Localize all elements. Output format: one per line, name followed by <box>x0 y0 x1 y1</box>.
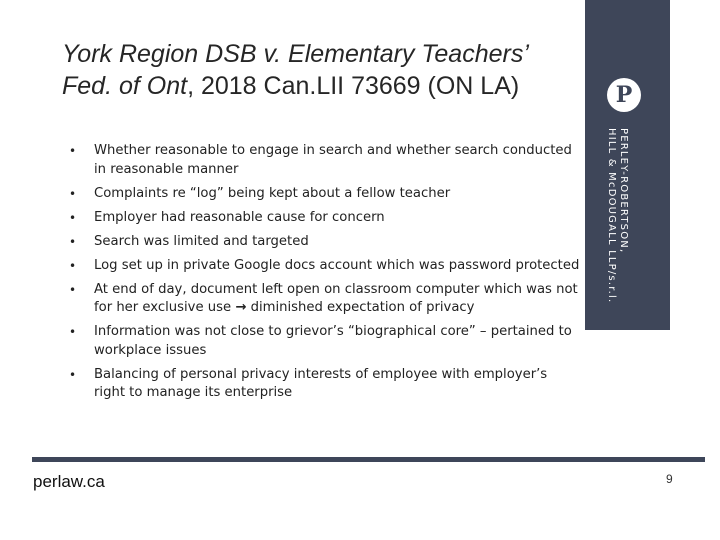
logo-sidebar <box>585 0 670 330</box>
bullet-text: Complaints re “log” being kept about a fellow teacher <box>94 185 451 201</box>
bullet-icon: • <box>69 234 77 249</box>
case-name: York Region DSB v. Elementary Teachers’ Fed. of Ont <box>62 40 528 100</box>
bullet-text: Employer had reasonable cause for concern <box>94 209 385 225</box>
bullet-icon: • <box>69 367 77 382</box>
slide-title <box>62 38 562 102</box>
bullet-icon: • <box>69 325 77 339</box>
bullet-text: Search was limited and targeted <box>94 233 309 249</box>
bullet-list <box>62 142 582 408</box>
firm-name-line2: HILL & McDOUGALL LLP/s.r.l. <box>606 128 617 304</box>
firm-name-line1: PERLEY-ROBERTSON, <box>618 128 629 254</box>
firm-name <box>605 128 629 303</box>
bullet-text: Balancing of personal privacy interests of employee with employer’s right to manage its enterprise <box>94 366 548 400</box>
bullet-item <box>62 209 582 228</box>
bullet-text: Log set up in private Google docs account which was password protected <box>94 257 580 273</box>
bullet-item <box>62 366 582 403</box>
bullet-icon: • <box>69 210 77 225</box>
footer-website: perlaw.ca <box>33 472 105 491</box>
logo-letter: P <box>615 82 633 108</box>
bullet-item <box>62 142 582 179</box>
page-number: 9 <box>666 472 673 486</box>
bullet-text: Whether reasonable to engage in search and whether search conducted in reasonable manner <box>94 143 572 177</box>
bullet-item <box>62 257 582 276</box>
bullet-text-post: diminished expectation of privacy <box>246 300 475 315</box>
bullet-text-pre: At end of day, document left open on classroom computer which was not for her exclusive use <box>94 281 578 315</box>
bullet-item <box>62 323 582 360</box>
bullet-item <box>62 185 582 204</box>
bullet-icon: • <box>69 258 77 273</box>
bullet-item <box>62 281 582 318</box>
bullet-icon: • <box>69 144 77 158</box>
right-arrow-icon: → <box>235 300 247 315</box>
bullet-item <box>62 233 582 252</box>
bullet-icon: • <box>69 186 77 201</box>
footer-divider <box>32 457 705 462</box>
case-citation: , 2018 Can.LII 73669 (ON LA) <box>187 72 520 100</box>
bullet-text: Information was not close to grievor’s “biographical core” – pertained to workplace issues <box>94 324 572 358</box>
logo-icon <box>607 78 641 112</box>
bullet-icon: • <box>69 282 77 297</box>
